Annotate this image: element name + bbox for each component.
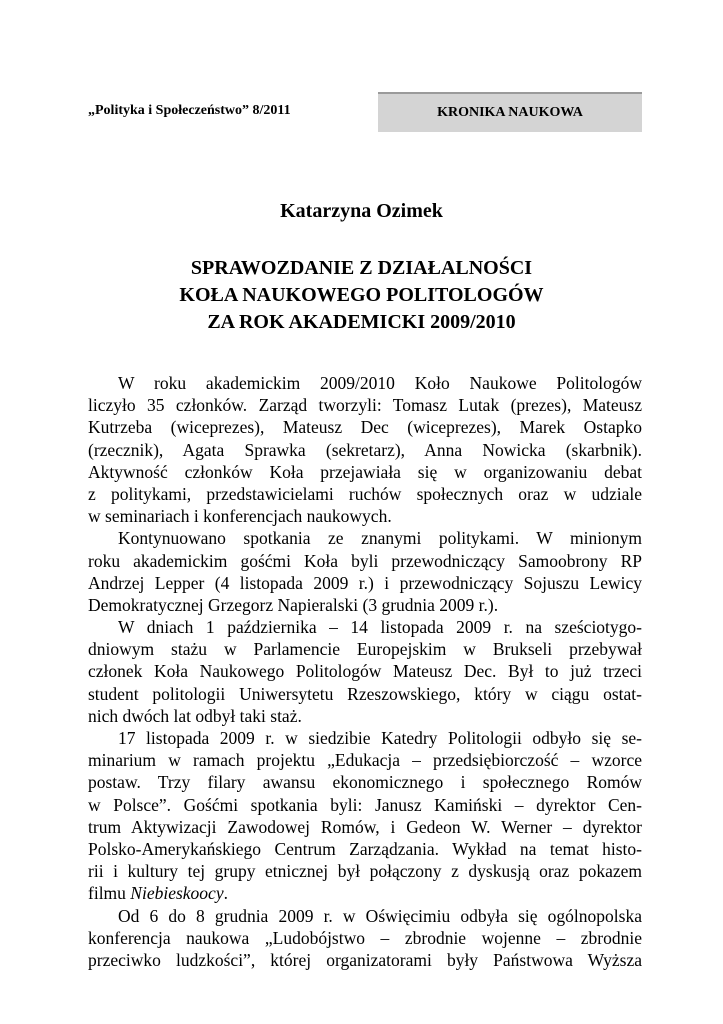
text-line: konferencja naukowa „Ludobójstwo – zbrodnie wojenne – zbrodnie — [88, 927, 642, 948]
text-line: w seminariach i konferencjach naukowych. — [88, 506, 392, 527]
text-line: roku akademickim gośćmi Koła byli przewodniczący Samoobrony RP — [88, 550, 642, 571]
text-line: członek Koła Naukowego Politologów Mateusz Dec. Był to już trzeci — [88, 661, 642, 682]
film-suffix: . — [223, 883, 228, 904]
text-line: z politykami, przedstawicielami ruchów społecznych oraz w udziale — [88, 483, 642, 504]
text-line: Demokratycznej Grzegorz Napieralski (3 grudnia 2009 r.). — [88, 594, 499, 615]
text-line: 17 listopada 2009 r. w siedzibie Katedry Politologii odbyło się se- — [118, 728, 642, 748]
text-line: nich dwóch lat odbył taki staż. — [88, 705, 302, 726]
text-line: trum Aktywizacji Zawodowej Romów, i Gedeon W. Werner – dyrektor — [88, 816, 642, 837]
film-title: Niebieskoocy — [130, 883, 224, 904]
text-line: Aktywność członków Koła przejawiała się w organizowaniu debat — [88, 461, 642, 482]
text-line: w Polsce”. Gośćmi spotkania byli: Janusz Kamiński – dyrektor Cen- — [88, 794, 642, 815]
text-line: dniowym stażu w Parlamencie Europejskim w Brukseli przebywał — [88, 639, 642, 660]
text-line: Od 6 do 8 grudnia 2009 r. w Oświęcimiu odbyła się ogólnopolska — [118, 905, 642, 926]
body-text — [88, 372, 642, 971]
text-line: Kutrzeba (wiceprezes), Mateusz Dec (wiceprezes), Marek Ostapko — [88, 417, 642, 438]
text-line: minarium w ramach projektu „Edukacja – przedsiębiorczość – wzorce — [88, 750, 642, 771]
text-line: liczyło 35 członków. Zarząd tworzyli: Tomasz Lutak (prezes), Mateusz — [88, 395, 642, 416]
text-line-film — [88, 882, 642, 904]
text-line: Polsko-Amerykańskiego Centrum Zarządzania. Wykład na temat histo- — [88, 838, 642, 859]
running-head — [88, 92, 642, 132]
text-line: Andrzej Lepper (4 listopada 2009 r.) i przewodniczący Sojuszu Lewicy — [88, 572, 642, 593]
film-prefix: filmu — [88, 883, 131, 904]
article-title — [0, 255, 723, 336]
section-label: KRONIKA NAUKOWA — [437, 105, 583, 120]
author-name: Katarzyna Ozimek — [280, 200, 443, 222]
text-line: W dniach 1 października – 14 listopada 2009 r. na sześciotygo- — [118, 617, 642, 638]
text-line: rii i kultury tej grupy etnicznej był połączony z dyskusją oraz pokazem — [88, 861, 642, 882]
text-line: student politologii Uniwersytetu Rzeszowskiego, który w ciągu ostat- — [88, 683, 642, 704]
text-line: Kontynuowano spotkania ze znanymi politykami. W minionym — [118, 528, 642, 549]
text-line: przeciwko ludzkości”, której organizatorami były Państwowa Wyższa — [88, 949, 642, 970]
title-line: SPRAWOZDANIE Z DZIAŁALNOŚCI — [190, 257, 533, 279]
title-line: KOŁA NAUKOWEGO POLITOLOGÓW — [179, 284, 544, 306]
text-line: postaw. Trzy filary awansu ekonomicznego i społecznego Romów — [88, 772, 642, 793]
text-line: (rzecznik), Agata Sprawka (sekretarz), Anna Nowicka (skarbnik). — [88, 439, 642, 460]
title-line: ZA ROK AKADEMICKI 2009/2010 — [207, 311, 516, 333]
section-label-box — [378, 92, 642, 132]
journal-reference: „Polityka i Społeczeństwo” 8/2011 — [88, 103, 291, 118]
text-line: W roku akademickim 2009/2010 Koło Naukowe Politologów — [118, 373, 642, 393]
